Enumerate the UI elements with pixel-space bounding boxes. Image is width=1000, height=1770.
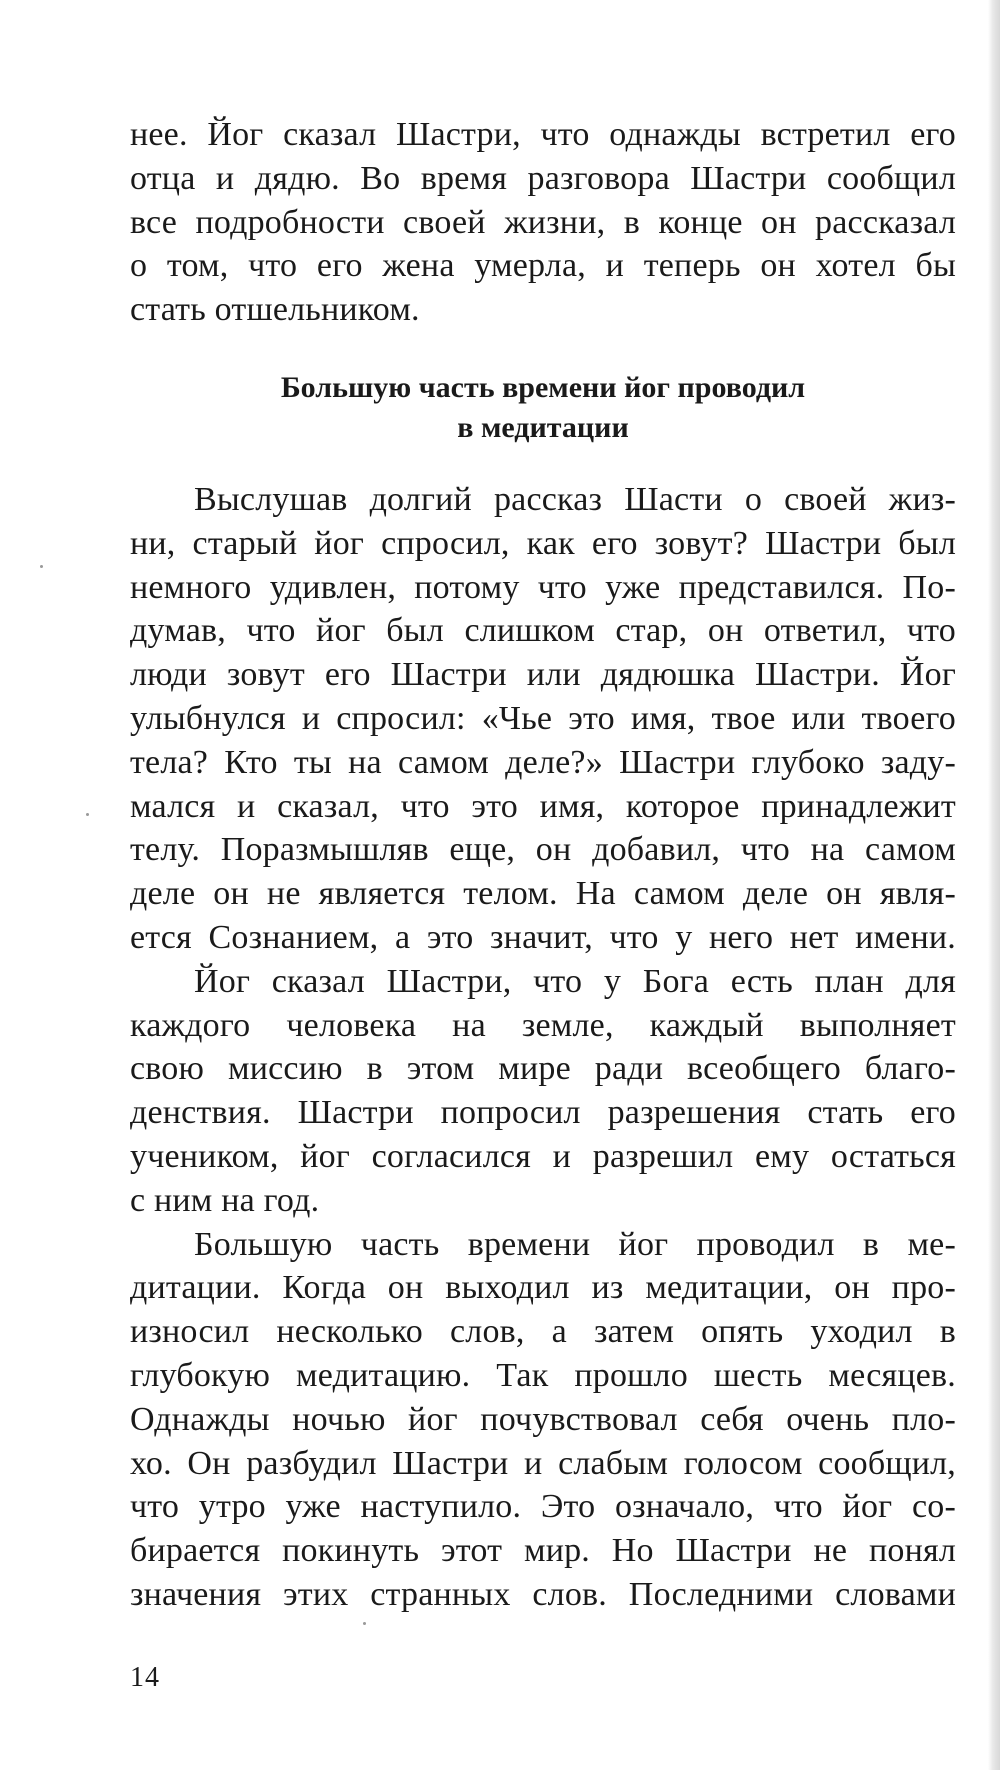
paragraph-3 <box>130 1223 956 1617</box>
print-speck <box>363 1622 366 1625</box>
section-heading-line-2: в медитации <box>457 411 629 444</box>
text-line: немного удивлен, потому что уже представился. По- <box>130 568 956 606</box>
print-speck <box>86 813 89 816</box>
text-line: Йог сказал Шастри, что у Бога есть план для <box>194 962 956 1000</box>
text-line: думав, что йог был слишком стар, он ответил, что <box>130 612 956 650</box>
text-line: значения этих странных слов. Последними словами <box>130 1575 956 1613</box>
text-line: нее. Йог сказал Шастри, что однажды встретил его <box>130 116 956 153</box>
text-line: свою миссию в этом мире ради всеобщего благо- <box>130 1050 956 1088</box>
text-line: Выслушав долгий рассказ Шасти о своей жиз- <box>194 481 956 518</box>
text-line: Большую часть времени йог проводил в ме- <box>194 1225 956 1263</box>
text-line: Однажды ночью йог почувствовал себя очень пло- <box>130 1400 956 1438</box>
page-number: 14 <box>130 1662 160 1693</box>
text-line: ни, старый йог спросил, как его зовут? Шастри был <box>130 524 956 562</box>
text-line: люди зовут его Шастри или дядюшка Шастри. Йог <box>130 656 956 694</box>
main-text <box>130 478 956 1617</box>
section-heading <box>130 368 956 448</box>
text-line: мался и сказал, что это имя, которое принадлежит <box>130 787 956 825</box>
text-line: износил несколько слов, а затем опять уходил в <box>130 1313 956 1351</box>
print-speck <box>40 565 43 568</box>
text-line: ется Сознанием, а это значит, что у него нет имени. <box>130 918 956 956</box>
text-line: учеником, йог согласился и разрешил ему остаться <box>130 1137 956 1175</box>
text-line: денствия. Шастри попросил разрешения стать его <box>130 1094 956 1132</box>
text-line: о том, что его жена умерла, и теперь он хотел бы <box>130 247 956 285</box>
text-line: улыбнулся и спросил: «Чье это имя, твое или твоего <box>130 699 956 737</box>
text-line: тела? Кто ты на самом деле?» Шастри глубоко заду- <box>130 743 956 781</box>
text-line: дитации. Когда он выходил из медитации, он про- <box>130 1269 956 1307</box>
text-line: все подробности своей жизни, в конце он рассказал <box>130 203 956 241</box>
intro-paragraph <box>130 113 956 332</box>
text-line: стать отшельником. <box>130 291 420 329</box>
section-heading-line-1: Большую часть времени йог проводил <box>280 371 806 404</box>
text-line: каждого человека на земле, каждый выполняет <box>130 1006 956 1044</box>
paragraph-1 <box>130 478 956 960</box>
paragraph-2 <box>130 960 956 1223</box>
page-edge-shadow <box>988 0 1000 1770</box>
text-line: с ним на год. <box>130 1181 320 1219</box>
text-line: что утро уже наступило. Это означало, что йог со- <box>130 1488 956 1526</box>
text-line: хо. Он разбудил Шастри и слабым голосом сообщил, <box>130 1444 956 1482</box>
text-line: бирается покинуть этот мир. Но Шастри не понял <box>130 1532 956 1570</box>
text-line: глубокую медитацию. Так прошло шесть месяцев. <box>130 1356 956 1394</box>
text-line: деле он не является телом. На самом деле он явля- <box>130 875 956 913</box>
text-line: телу. Поразмышляв еще, он добавил, что на самом <box>130 831 956 869</box>
text-line: отца и дядю. Во время разговора Шастри сообщил <box>130 159 956 197</box>
